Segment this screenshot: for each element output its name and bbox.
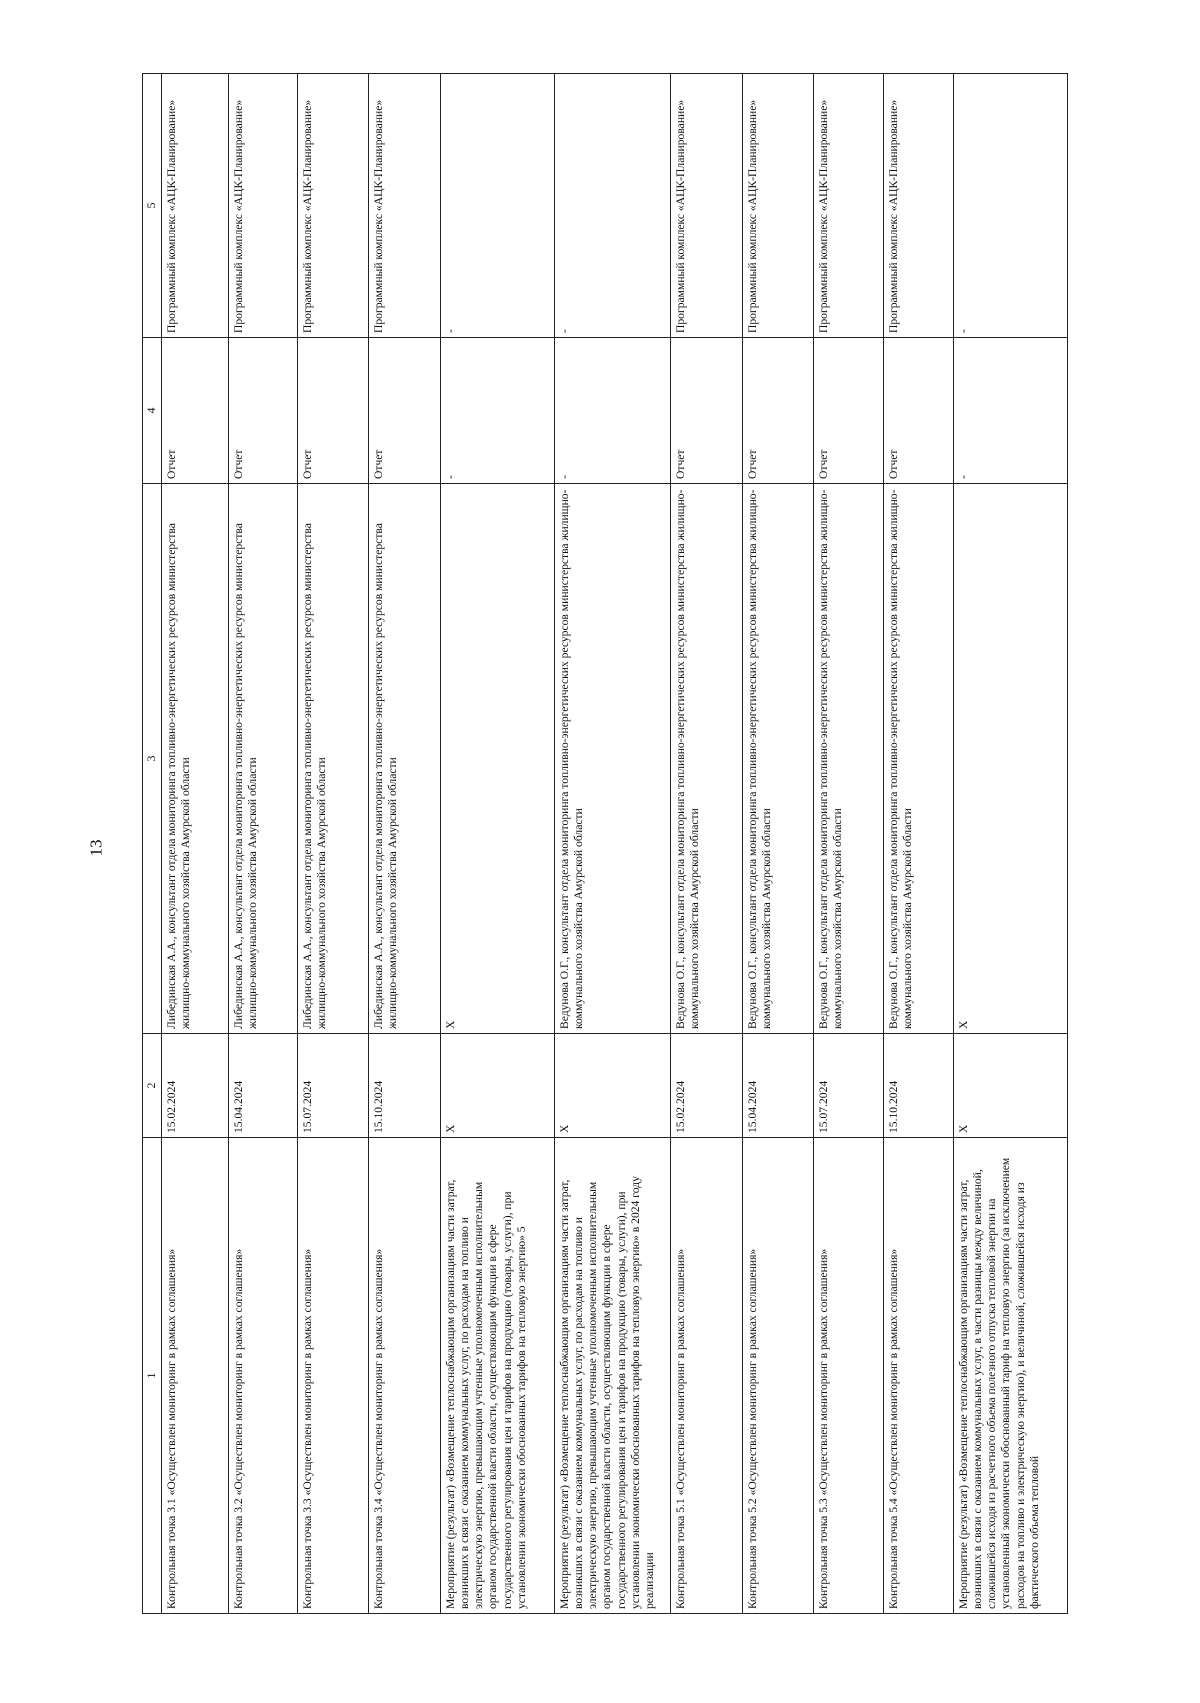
event-cell: Мероприятие (результат) «Возмещение теплоснабжающим организациям части затрат, возникших в связи с оказанием коммунальных услуг, в части разницы между величиной, сложившейся исходя из расчетного объема полезного отпуска тепловой энергии на установленный экономически обоснованный тариф на тепловую энергию (за исключением расходов на топливо и электрическую энергию), и величиной, сложившейся исходя из фактического объема тепловой: [954, 1138, 1068, 1614]
deadline-cell: 15.04.2024: [229, 1034, 298, 1138]
deadline-cell: 15.07.2024: [814, 1034, 884, 1138]
responsible-cell: Либединская А.А., консультант отдела мониторинга топливно-энергетических ресурсов министерства жилищно-коммунального хозяйства Амурской области: [162, 484, 229, 1034]
column-number: 2: [143, 1034, 162, 1138]
document-type-cell: -: [954, 338, 1068, 484]
table-row: [743, 74, 814, 1614]
table-row: [441, 74, 555, 1614]
info-system-cell: Программный комплекс «АЦК-Планирование»: [814, 74, 884, 338]
table-row: [884, 74, 954, 1614]
deadline-cell: 15.02.2024: [162, 1034, 229, 1138]
event-cell: Мероприятие (результат) «Возмещение теплоснабжающим организациям части затрат, возникших в связи с оказанием коммунальных услуг, по расходам на топливо и электрическую энергию, превышающим учтенные уполномоченным исполнительным органом государственной власти области, осуществляющим функции в сфере государственного регулирования цен и тарифов на продукцию (товары, услуги), при установлении экономически обоснованных тарифов на тепловую энергию» 5: [441, 1138, 555, 1614]
event-cell: Контрольная точка 3.1 «Осуществлен мониторинг в рамках соглашения»: [162, 1138, 229, 1614]
document-type-cell: Отчет: [671, 338, 743, 484]
document-type-cell: -: [555, 338, 671, 484]
column-number: 5: [143, 74, 162, 338]
responsible-cell: Ведунова О.Г., консультант отдела мониторинга топливно-энергетических ресурсов министерства жилищно-коммунального хозяйства Амурской области: [814, 484, 884, 1034]
responsible-cell: Либединская А.А., консультант отдела мониторинга топливно-энергетических ресурсов министерства жилищно-коммунального хозяйства Амурской области: [298, 484, 369, 1034]
page-number: 13: [86, 839, 106, 857]
event-cell: Контрольная точка 5.3 «Осуществлен мониторинг в рамках соглашения»: [814, 1138, 884, 1614]
table-row: [298, 74, 369, 1614]
table-row: [814, 74, 884, 1614]
event-cell: Контрольная точка 3.2 «Осуществлен мониторинг в рамках соглашения»: [229, 1138, 298, 1614]
event-cell: Контрольная точка 5.2 «Осуществлен мониторинг в рамках соглашения»: [743, 1138, 814, 1614]
document-type-cell: Отчет: [814, 338, 884, 484]
responsible-cell: Либединская А.А., консультант отдела мониторинга топливно-энергетических ресурсов министерства жилищно-коммунального хозяйства Амурской области: [369, 484, 441, 1034]
deadline-cell: 15.10.2024: [369, 1034, 441, 1138]
deadline-cell: 15.10.2024: [884, 1034, 954, 1138]
info-system-cell: Программный комплекс «АЦК-Планирование»: [884, 74, 954, 338]
table-row: [229, 74, 298, 1614]
rotated-table-container: [142, 74, 1042, 1614]
event-cell: Контрольная точка 3.4 «Осуществлен мониторинг в рамках соглашения»: [369, 1138, 441, 1614]
info-system-cell: Программный комплекс «АЦК-Планирование»: [298, 74, 369, 338]
responsible-cell: Либединская А.А., консультант отдела мониторинга топливно-энергетических ресурсов министерства жилищно-коммунального хозяйства Амурской области: [229, 484, 298, 1034]
deadline-cell: 15.04.2024: [743, 1034, 814, 1138]
info-system-cell: -: [441, 74, 555, 338]
event-cell: Контрольная точка 3.3 «Осуществлен мониторинг в рамках соглашения»: [298, 1138, 369, 1614]
column-number: 1: [143, 1138, 162, 1614]
event-cell: Контрольная точка 5.1 «Осуществлен мониторинг в рамках соглашения»: [671, 1138, 743, 1614]
responsible-cell: Ведунова О.Г., консультант отдела мониторинга топливно-энергетических ресурсов министерства жилищно-коммунального хозяйства Амурской области: [884, 484, 954, 1034]
document-type-cell: Отчет: [229, 338, 298, 484]
info-system-cell: Программный комплекс «АЦК-Планирование»: [671, 74, 743, 338]
table-row: [555, 74, 671, 1614]
column-number: 3: [143, 484, 162, 1034]
table-row: [954, 74, 1068, 1614]
info-system-cell: Программный комплекс «АЦК-Планирование»: [743, 74, 814, 338]
deadline-cell: 15.02.2024: [671, 1034, 743, 1138]
table-row: [369, 74, 441, 1614]
deadline-cell: Х: [555, 1034, 671, 1138]
document-type-cell: Отчет: [162, 338, 229, 484]
document-type-cell: Отчет: [743, 338, 814, 484]
document-type-cell: Отчет: [298, 338, 369, 484]
responsible-cell: Ведунова О.Г., консультант отдела мониторинга топливно-энергетических ресурсов министерства жилищно-коммунального хозяйства Амурской области: [743, 484, 814, 1034]
responsible-cell: Х: [954, 484, 1068, 1034]
info-system-cell: Программный комплекс «АЦК-Планирование»: [369, 74, 441, 338]
responsible-cell: Ведунова О.Г., консультант отдела мониторинга топливно-энергетических ресурсов министерства жилищно-коммунального хозяйства Амурской области: [671, 484, 743, 1034]
responsible-cell: Х: [441, 484, 555, 1034]
event-cell: Контрольная точка 5.4 «Осуществлен мониторинг в рамках соглашения»: [884, 1138, 954, 1614]
info-system-cell: -: [555, 74, 671, 338]
document-type-cell: Отчет: [369, 338, 441, 484]
responsible-cell: Ведунова О.Г., консультант отдела мониторинга топливно-энергетических ресурсов министерства жилищно-коммунального хозяйства Амурской области: [555, 484, 671, 1034]
document-type-cell: Отчет: [884, 338, 954, 484]
info-system-cell: Программный комплекс «АЦК-Планирование»: [229, 74, 298, 338]
deadline-cell: Х: [954, 1034, 1068, 1138]
plan-table: [142, 73, 1068, 1614]
document-type-cell: -: [441, 338, 555, 484]
table-row: [162, 74, 229, 1614]
event-cell: Мероприятие (результат) «Возмещение теплоснабжающим организациям части затрат, возникших в связи с оказанием коммунальных услуг, по расходам на топливо и электрическую энергию, превышающим учтенные уполномоченным исполнительным органом государственной власти области, осуществляющим функции в сфере государственного регулирования цен и тарифов на продукцию (товары, услуги), при установлении экономически обоснованных тарифов на тепловую энергию» в 2024 году реализации: [555, 1138, 671, 1614]
deadline-cell: 15.07.2024: [298, 1034, 369, 1138]
table-row: [671, 74, 743, 1614]
deadline-cell: Х: [441, 1034, 555, 1138]
column-number-row: [143, 74, 162, 1614]
info-system-cell: Программный комплекс «АЦК-Планирование»: [162, 74, 229, 338]
column-number: 4: [143, 338, 162, 484]
info-system-cell: -: [954, 74, 1068, 338]
